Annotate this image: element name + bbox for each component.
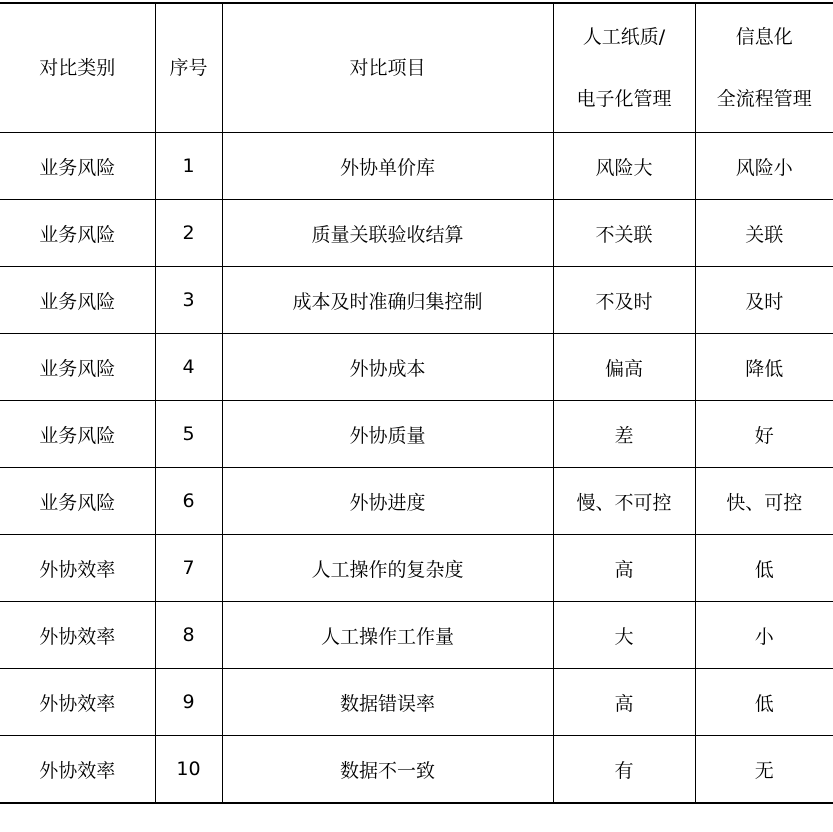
cell-info: 关联 xyxy=(695,200,833,267)
table-row xyxy=(0,468,833,535)
cell-info: 快、可控 xyxy=(695,468,833,535)
cell-index: 2 xyxy=(155,200,222,267)
cell-item: 人工操作工作量 xyxy=(222,602,553,669)
header-item: 对比项目 xyxy=(222,3,553,133)
cell-category: 业务风险 xyxy=(0,401,155,468)
cell-index: 1 xyxy=(155,133,222,200)
cell-index: 9 xyxy=(155,669,222,736)
header-info-line1: 信息化 xyxy=(735,26,793,48)
cell-category: 业务风险 xyxy=(0,267,155,334)
cell-manual: 不关联 xyxy=(553,200,695,267)
cell-index: 5 xyxy=(155,401,222,468)
cell-index: 3 xyxy=(155,267,222,334)
table-row xyxy=(0,401,833,468)
cell-manual: 大 xyxy=(553,602,695,669)
header-manual xyxy=(553,3,695,133)
table-row xyxy=(0,669,833,736)
table-row xyxy=(0,334,833,401)
header-row xyxy=(0,3,833,133)
header-info-line2: 全流程管理 xyxy=(716,88,812,110)
cell-item: 人工操作的复杂度 xyxy=(222,535,553,602)
table-row xyxy=(0,200,833,267)
table-body xyxy=(0,133,833,804)
cell-category: 外协效率 xyxy=(0,602,155,669)
cell-info: 降低 xyxy=(695,334,833,401)
cell-manual: 差 xyxy=(553,401,695,468)
cell-manual: 风险大 xyxy=(553,133,695,200)
cell-item: 质量关联验收结算 xyxy=(222,200,553,267)
cell-manual: 高 xyxy=(553,669,695,736)
table-row xyxy=(0,267,833,334)
cell-info: 及时 xyxy=(695,267,833,334)
cell-item: 外协质量 xyxy=(222,401,553,468)
cell-index: 10 xyxy=(155,736,222,804)
cell-info: 好 xyxy=(695,401,833,468)
header-manual-line1: 人工纸质/ xyxy=(582,26,666,48)
comparison-table xyxy=(0,2,833,804)
cell-category: 业务风险 xyxy=(0,334,155,401)
header-info xyxy=(695,3,833,133)
cell-category: 外协效率 xyxy=(0,669,155,736)
table-row xyxy=(0,602,833,669)
header-manual-line2: 电子化管理 xyxy=(576,88,672,110)
cell-manual: 慢、不可控 xyxy=(553,468,695,535)
table-row xyxy=(0,535,833,602)
cell-item: 数据不一致 xyxy=(222,736,553,804)
cell-info: 小 xyxy=(695,602,833,669)
cell-index: 7 xyxy=(155,535,222,602)
header-index: 序号 xyxy=(155,3,222,133)
table-row xyxy=(0,133,833,200)
cell-category: 外协效率 xyxy=(0,535,155,602)
cell-manual: 有 xyxy=(553,736,695,804)
cell-item: 成本及时准确归集控制 xyxy=(222,267,553,334)
cell-category: 业务风险 xyxy=(0,133,155,200)
cell-item: 数据错误率 xyxy=(222,669,553,736)
cell-manual: 不及时 xyxy=(553,267,695,334)
cell-info: 风险小 xyxy=(695,133,833,200)
cell-item: 外协单价库 xyxy=(222,133,553,200)
cell-index: 8 xyxy=(155,602,222,669)
cell-info: 低 xyxy=(695,535,833,602)
cell-info: 低 xyxy=(695,669,833,736)
cell-item: 外协进度 xyxy=(222,468,553,535)
cell-index: 6 xyxy=(155,468,222,535)
cell-category: 业务风险 xyxy=(0,200,155,267)
cell-category: 外协效率 xyxy=(0,736,155,804)
cell-info: 无 xyxy=(695,736,833,804)
cell-item: 外协成本 xyxy=(222,334,553,401)
table-row xyxy=(0,736,833,804)
cell-index: 4 xyxy=(155,334,222,401)
header-category: 对比类别 xyxy=(0,3,155,133)
cell-manual: 偏高 xyxy=(553,334,695,401)
cell-category: 业务风险 xyxy=(0,468,155,535)
cell-manual: 高 xyxy=(553,535,695,602)
table-header xyxy=(0,3,833,133)
